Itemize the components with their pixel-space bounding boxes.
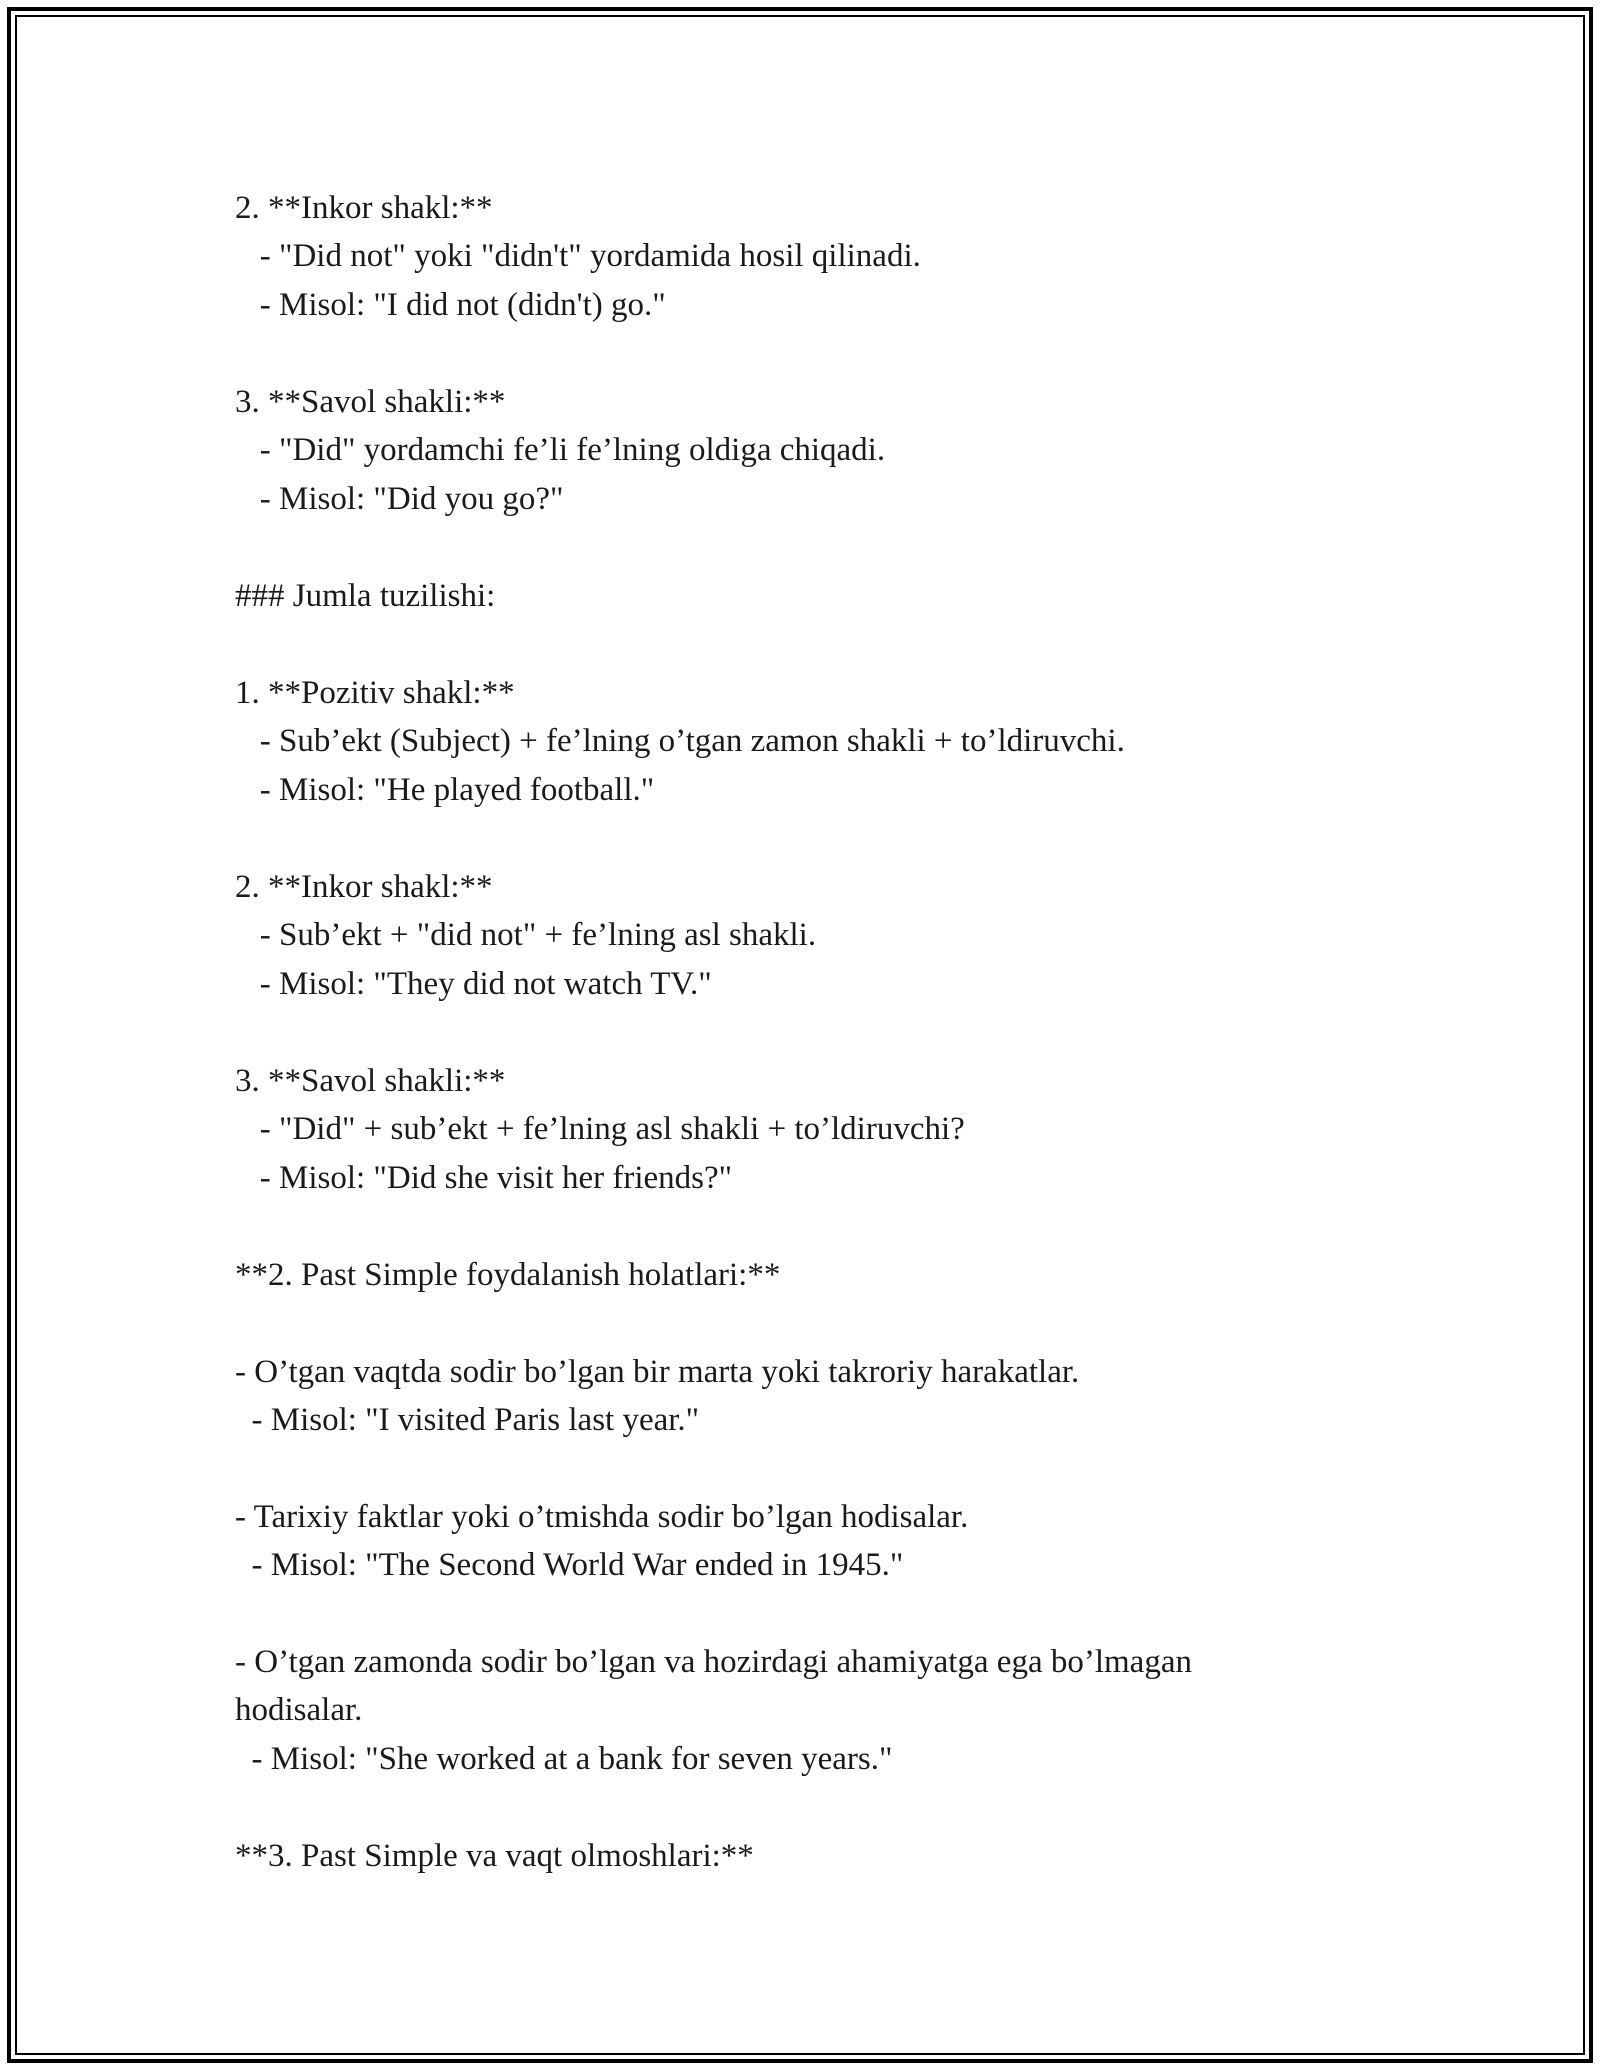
numbered-heading-savol-shakli: 3. **Savol shakli:**: [235, 1063, 506, 1099]
list-item-example: - Misol: "He played football.": [235, 772, 655, 808]
numbered-heading-inkor-shakl: 2. **Inkor shakl:**: [235, 869, 493, 905]
bullet-item: - O’tgan zamonda sodir bo’lgan va hozirdagi ahamiyatga ega bo’lmagan: [235, 1644, 1192, 1680]
bullet-item-example: - Misol: "I visited Paris last year.": [235, 1402, 700, 1438]
list-item: - "Did not" yoki "didn't" yordamida hosil qilinadi.: [235, 238, 921, 274]
list-item-example: - Misol: "I did not (didn't) go.": [235, 287, 666, 323]
numbered-heading-inkor-shakl: 2. **Inkor shakl:**: [235, 190, 493, 226]
list-item: - "Did" + sub’ekt + fe’lning asl shakli + to’ldiruvchi?: [235, 1111, 965, 1147]
list-item: - Sub’ekt (Subject) + fe’lning o’tgan zamon shakli + to’ldiruvchi.: [235, 723, 1125, 759]
list-item: - "Did" yordamchi fe’li fe’lning oldiga chiqadi.: [235, 432, 886, 468]
bullet-item: - O’tgan vaqtda sodir bo’lgan bir marta yoki takroriy harakatlar.: [235, 1354, 1080, 1390]
numbered-heading-savol-shakli: 3. **Savol shakli:**: [235, 384, 506, 420]
bullet-item-example: - Misol: "She worked at a bank for seven years.": [235, 1741, 893, 1777]
section-heading-jumla-tuzilishi: ### Jumla tuzilishi:: [235, 578, 496, 614]
document-body: [235, 188, 1365, 1874]
numbered-heading-pozitiv-shakl: 1. **Pozitiv shakl:**: [235, 675, 515, 711]
list-item-example: - Misol: "They did not watch TV.": [235, 966, 712, 1002]
list-item-example: - Misol: "Did you go?": [235, 481, 564, 517]
list-item-example: - Misol: "Did she visit her friends?": [235, 1160, 733, 1196]
section-heading-vaqt-olmoshlari: **3. Past Simple va vaqt olmoshlari:**: [235, 1838, 754, 1874]
section-heading-foydalanish-holatlari: **2. Past Simple foydalanish holatlari:**: [235, 1257, 781, 1293]
bullet-item-example: - Misol: "The Second World War ended in 1945.": [235, 1547, 904, 1583]
bullet-item-continuation: hodisalar.: [235, 1692, 363, 1728]
bullet-item: - Tarixiy faktlar yoki o’tmishda sodir bo’lgan hodisalar.: [235, 1499, 969, 1535]
list-item: - Sub’ekt + "did not" + fe’lning asl shakli.: [235, 917, 817, 953]
